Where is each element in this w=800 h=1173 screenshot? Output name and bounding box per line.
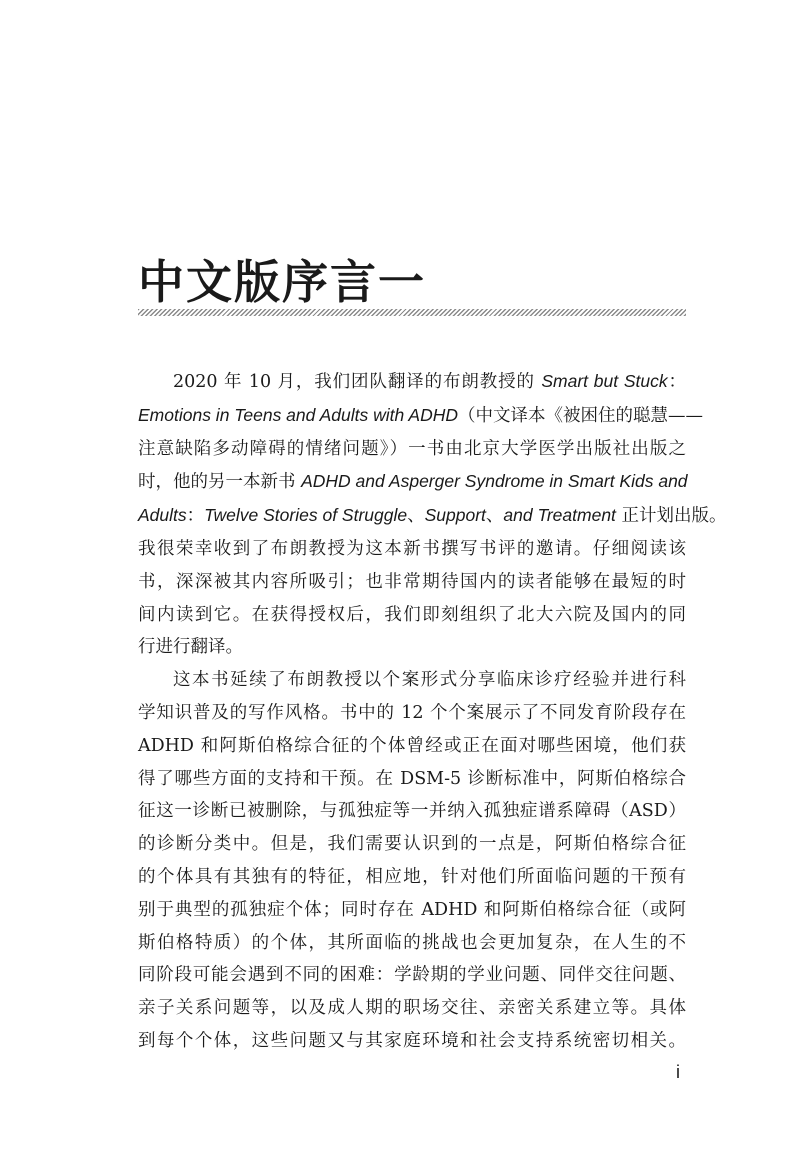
text-segment: 间内读到它。在获得授权后，我们即刻组织了北大六院及国内的同 bbox=[138, 604, 686, 625]
text-line bbox=[138, 992, 686, 1025]
text-line bbox=[138, 499, 727, 533]
body-paragraph bbox=[138, 365, 727, 664]
text-segment: 亲子关系问题等，以及成人期的职场交往、亲密关系建立等。具体 bbox=[138, 998, 686, 1019]
text-segment: 征这一诊断已被删除，与孤独症等一并纳入孤独症谱系障碍（ASD） bbox=[138, 801, 686, 822]
italic-title-segment: Emotions in Teens and Adults with ADHD bbox=[138, 404, 459, 425]
text-line bbox=[138, 399, 704, 433]
text-segment: 、 bbox=[407, 506, 425, 527]
chapter-title: 中文版序言一 bbox=[138, 255, 426, 309]
text-line bbox=[138, 664, 686, 697]
body-paragraph bbox=[138, 664, 686, 1058]
italic-title-segment: Smart but Stuck bbox=[541, 371, 668, 391]
text-segment: 行进行翻译。 bbox=[138, 637, 243, 658]
text-line bbox=[138, 927, 686, 960]
italic-title-segment: Twelve Stories of Struggle bbox=[204, 505, 408, 526]
page-number: i bbox=[676, 1062, 680, 1082]
text-line bbox=[138, 433, 686, 466]
text-line bbox=[138, 566, 686, 599]
text-line bbox=[138, 763, 686, 796]
text-segment: 2020 年 10 月，我们团队翻译的布朗教授的 bbox=[173, 372, 542, 392]
text-segment: ： bbox=[186, 506, 205, 527]
text-segment: 的诊断分类中。但是，我们需要认识到的一点是，阿斯伯格综合征 bbox=[138, 834, 686, 855]
text-segment: 同阶段可能会遇到不同的困难：学龄期的学业问题、同伴交往问题、 bbox=[138, 965, 686, 986]
body-text bbox=[138, 365, 727, 1058]
text-segment: 斯伯格特质）的个体，其所面临的挑战也会更加复杂，在人生的不 bbox=[138, 932, 686, 953]
italic-title-segment: Support bbox=[424, 505, 486, 526]
text-line bbox=[138, 697, 686, 730]
text-line bbox=[138, 828, 686, 861]
text-segment: 注意缺陷多动障碍的情绪问题》）一书由北京大学医学出版社出版之 bbox=[138, 438, 686, 459]
text-segment: 这本书延续了布朗教授以个案形式分享临床诊疗经验并进行科 bbox=[173, 670, 686, 691]
text-line bbox=[138, 465, 686, 499]
text-line bbox=[138, 533, 686, 566]
text-segment: 正计划出版。 bbox=[615, 506, 727, 527]
title-divider-rule bbox=[138, 309, 686, 316]
italic-title-segment: ADHD and Asperger Syndrome in Smart Kids and bbox=[301, 471, 688, 492]
text-segment: ADHD 和阿斯伯格综合征的个体曾经或正在面对哪些困境，他们获 bbox=[138, 735, 686, 756]
text-segment: 的个体具有其独有的特征，相应地，针对他们所面临问题的干预有 bbox=[138, 866, 686, 887]
text-segment: ： bbox=[667, 372, 686, 392]
text-segment: 、 bbox=[485, 506, 504, 527]
text-segment: 得了哪些方面的支持和干预。在 DSM-5 诊断标准中，阿斯伯格综合 bbox=[138, 768, 686, 789]
italic-title-segment: Adults bbox=[138, 505, 187, 526]
text-line bbox=[138, 365, 686, 399]
text-line bbox=[138, 894, 686, 927]
text-line bbox=[138, 861, 686, 894]
text-line bbox=[138, 795, 686, 828]
text-segment: 学知识普及的写作风格。书中的 12 个个案展示了不同发育阶段存在 bbox=[138, 702, 686, 723]
text-line bbox=[138, 1025, 686, 1058]
text-line bbox=[138, 959, 686, 992]
text-segment: 书，深深被其内容所吸引；也非常期待国内的读者能够在最短的时 bbox=[138, 571, 686, 592]
text-line bbox=[138, 730, 686, 763]
text-segment: 别于典型的孤独症个体；同时存在 ADHD 和阿斯伯格综合征（或阿 bbox=[138, 899, 686, 920]
text-segment: 我很荣幸收到了布朗教授为这本新书撰写书评的邀请。仔细阅读该 bbox=[138, 538, 686, 559]
text-segment: 时，他的另一本新书 bbox=[138, 472, 302, 493]
text-segment: 到每个个体，这些问题又与其家庭环境和社会支持系统密切相关。 bbox=[138, 1030, 686, 1051]
text-line bbox=[138, 631, 686, 664]
italic-title-segment: and Treatment bbox=[503, 505, 616, 526]
text-line bbox=[138, 599, 686, 632]
text-segment: （中文译本《被困住的聪慧—— bbox=[458, 405, 704, 426]
